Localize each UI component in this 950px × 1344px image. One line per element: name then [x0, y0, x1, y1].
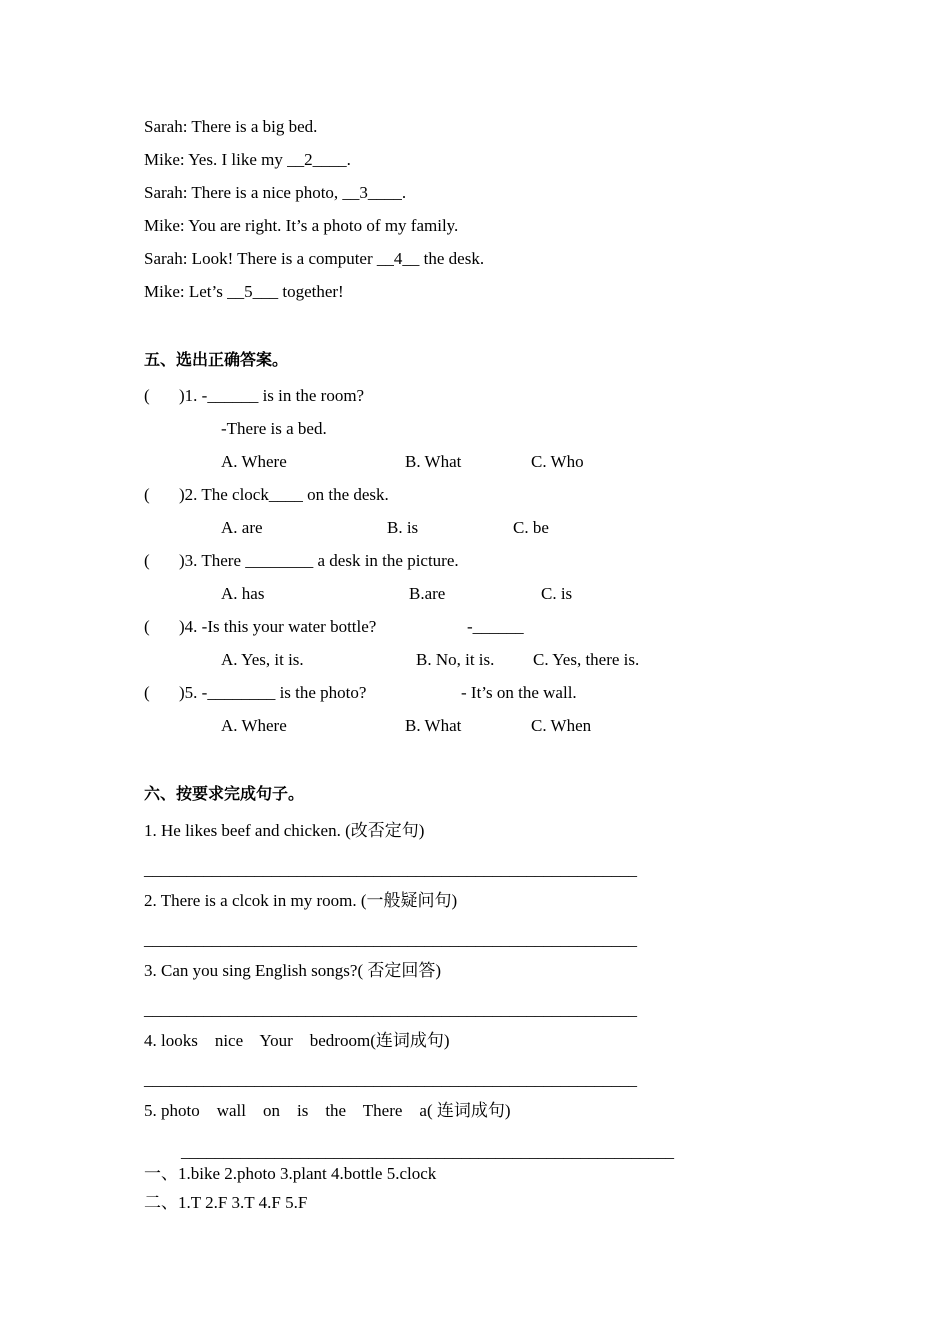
- sentence-task-3: 3. Can you sing English songs?( 否定回答): [144, 961, 442, 980]
- q3-stem: )3. There ________ a desk in the picture.: [179, 551, 459, 570]
- q1-answer-line: -There is a bed.: [221, 419, 327, 438]
- q2-option-a: A. are: [221, 518, 263, 537]
- answer-blank-5: __________________________________________________________: [181, 1142, 674, 1161]
- q5-reply: - It’s on the wall.: [461, 683, 577, 702]
- q2-option-b: B. is: [387, 518, 419, 537]
- q3-option-b: B.are: [409, 584, 446, 603]
- answer-blank-4: __________________________________________________________: [144, 1070, 637, 1089]
- dialogue-line-2: Mike: Yes. I like my __2____.: [144, 150, 351, 169]
- q5-option-a: A. Where: [221, 716, 287, 735]
- sentence-task-2: 2. There is a clcok in my room. (一般疑问句): [144, 891, 458, 910]
- q1-stem: )1. -______ is in the room?: [179, 386, 365, 405]
- q5-paren: (: [144, 683, 150, 702]
- answer-blank-2: __________________________________________________________: [144, 930, 637, 949]
- q5-option-b: B. What: [405, 716, 462, 735]
- q3-paren: (: [144, 551, 150, 570]
- q1-option-c: C. Who: [531, 452, 584, 471]
- q4-option-c: C. Yes, there is.: [533, 650, 640, 669]
- q2-option-c: C. be: [513, 518, 549, 537]
- q3-option-c: C. is: [541, 584, 573, 603]
- answer-key-2: 二、1.T 2.F 3.T 4.F 5.F: [144, 1193, 308, 1212]
- dialogue-line-3: Sarah: There is a nice photo, __3____.: [144, 183, 407, 202]
- q4-stem: )4. -Is this your water bottle?: [179, 617, 377, 636]
- q4-paren: (: [144, 617, 150, 636]
- q2-stem: )2. The clock____ on the desk.: [179, 485, 389, 504]
- answer-blank-1: __________________________________________________________: [144, 860, 637, 879]
- sentence-task-4: 4. looks nice Your bedroom(连词成句): [144, 1031, 450, 1050]
- q1-option-b: B. What: [405, 452, 462, 471]
- answer-blank-3: __________________________________________________________: [144, 1000, 637, 1019]
- q2-paren: (: [144, 485, 150, 504]
- q1-paren: (: [144, 386, 150, 405]
- q3-option-a: A. has: [221, 584, 265, 603]
- dialogue-line-5: Sarah: Look! There is a computer __4__ the desk.: [144, 249, 485, 268]
- q1-option-a: A. Where: [221, 452, 287, 471]
- sentence-task-1: 1. He likes beef and chicken. (改否定句): [144, 821, 425, 840]
- dialogue-line-1: Sarah: There is a big bed.: [144, 117, 318, 136]
- dialogue-line-4: Mike: You are right. It’s a photo of my family.: [144, 216, 459, 235]
- q4-reply: -______: [467, 617, 524, 636]
- section6-title: 六、按要求完成句子。: [144, 784, 305, 803]
- answer-key-1: 一、1.bike 2.photo 3.plant 4.bottle 5.clock: [144, 1164, 437, 1183]
- sentence-task-5: 5. photo wall on is the There a( 连词成句): [144, 1101, 511, 1120]
- q5-stem: )5. -________ is the photo?: [179, 683, 367, 702]
- q5-option-c: C. When: [531, 716, 592, 735]
- q4-option-b: B. No, it is.: [416, 650, 495, 669]
- q4-option-a: A. Yes, it is.: [221, 650, 304, 669]
- section5-title: 五、选出正确答案。: [144, 350, 289, 369]
- dialogue-line-6: Mike: Let’s __5___ together!: [144, 282, 344, 301]
